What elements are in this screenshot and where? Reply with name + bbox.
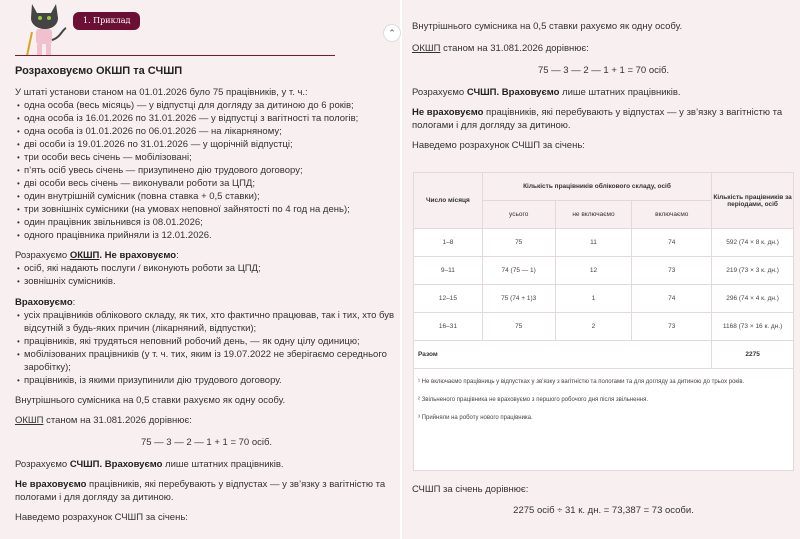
list-item: • усіх працівників облікового складу, як тих, хто фактично працював, так і тих, хто був відсутній з будь-яких причин (лікарняний, відпустки); [15,309,398,335]
list-item: • мобілізованих працівників (у т. ч. тих, яким із 19.07.2022 не зберігаємо середнього заробітку); [15,348,398,374]
cell: 1168 (73 × 16 к. дн.) [712,313,794,341]
cell: 74 [632,285,712,313]
list-item: • три особи весь січень — мобілізовані; [15,151,398,164]
included-list [15,309,398,387]
included-heading: Враховуємо [15,297,73,308]
calc-intro: Наведемо розрахунок СЧШП за січень: [412,140,585,151]
text: . Не враховуємо [99,250,177,261]
schshp-formula: 2275 осіб ÷ 31 к. дн. = 73,387 = 73 особи. [513,505,694,516]
footnote: ² Звільненого працівника не враховуємо з першого робочого дня після звільнення. [418,397,649,403]
chevron-up-icon: ⌃ [388,28,396,38]
cat-mascot-icon [22,2,68,56]
footnotes-row [414,369,794,471]
text: працівників, які перебувають у відпустах — у зв’язку з вагітністю та пологами і для догляду за дитиною. [15,479,386,503]
calc-intro: Наведемо розрахунок СЧШП за січень: [15,512,188,523]
text: СЧШП. Враховуємо [466,87,560,98]
table-row [414,257,794,285]
cell: 73 [632,257,712,285]
footnote: ¹ Не включаємо працівниць у відпустках у зв’язку з вагітністю та пологами та для догляду за дитиною до трьох років. [418,379,745,385]
list-item: • одна особа (весь місяць) — у відпустці для догляду за дитиною до 6 років; [15,99,398,112]
text: Розрахуємо [412,87,467,98]
header-group: Кількість працівників облікового складу, осіб [482,173,711,201]
footnote: ³ Прийняли на роботу нового працівника. [418,415,533,421]
list-item: • п’ять осіб увесь січень — призупинено дію трудового договору; [15,164,398,177]
list-item: • одного працівника прийняли із 12.01.2026. [15,229,398,242]
footnotes [414,369,794,471]
cell: 75 (74 + 1)3 [482,285,555,313]
list-item: • один працівник звільнився із 08.01.2026; [15,216,398,229]
cell: 73 [632,313,712,341]
text: Не враховуємо [15,479,87,490]
sum-label: Разом [414,341,712,369]
schshp-table [413,172,794,471]
header-included: включаємо [632,201,712,229]
sum-value: 2275 [712,341,794,369]
okshp-heading: Розрахуємо ОКШП. Не враховуємо: [15,250,179,261]
internal-note: Внутрішнього сумісника на 0,5 ставки рахуємо як одну особу. [15,395,286,406]
section-title: Розраховуємо ОКШП та СЧШП [15,65,183,77]
right-page [402,0,800,539]
cell: 16–31 [414,313,483,341]
cell: 1 [555,285,632,313]
scroll-up-button[interactable] [383,24,401,42]
text: станом на 31.081.2026 дорівнює: [43,415,192,426]
result-block [412,483,795,517]
text: Не враховуємо [412,107,484,118]
text: Розрахуємо [15,250,70,261]
list-item: • один внутрішній сумісник (повна ставка + 0,5 ставки); [15,190,398,203]
okshp-link[interactable]: ОКШП [15,415,44,426]
result-text: СЧШП за січень дорівнює: [412,484,529,495]
okshp-formula: 75 — 3 — 2 — 1 + 1 = 70 осіб. [140,437,273,448]
cell: 1–8 [414,229,483,257]
table-row [414,285,794,313]
text: працівників, які перебувають у відпустах — у зв’язку з вагітністю та пологами і для догляду за дитиною. [412,107,783,131]
cell: 2 [555,313,632,341]
table-row [414,313,794,341]
list-item: • дві особи весь січень — виконували роботи за ЦПД; [15,177,398,190]
table-row [414,229,794,257]
cell: 75 [482,313,555,341]
text: Розрахуємо [15,459,70,470]
article-body: Розраховуємо ОКШП та СЧШП У штаті установи станом на 01.01.2026 було 75 працівників, у т. ч.: • одна особа (весь місяць) — у відпустці для догляду за дитиною до 6 років; • одна особа із 16.01.2026 по 31.01.2026 — у відпустці з вагітності та пологів; • одна особа із 01.01.2026 по 06.01.2026 — на лікарняному; • дві особи із 19.01.2026 по 31.01.2026 — у щорічній відпустці; • три особи весь січень — мобілізовані; • п’ять осіб увесь січень — призупинено дію трудового договору; • дві особи весь січень — виконували роботи за ЦПД; • один внутрішній сумісник (повна ставка + 0,5 ставки); • три зовнішніх сумісники (на умовах неповної зайнятості по 4 год на день); • один працівник звільнився із 08.01.2026; • одного працівника прийняли із 12.01.2026. Розрахуємо ОКШП. Не враховуємо: • осіб, які надають послуги / виконують роботи за ЦПД; • зовнішніх сумісників. Враховуємо: • усіх працівників облікового складу, як тих, хто фактично працював, так і тих, хто був відсутній з будь-яких причин (лікарняний, відпустки); • працівників, які трудяться неповний робочий день, — як одну цілу одиницю; • мобілізованих працівників (у т. ч. тих, яким із 19.07.2022 не зберігаємо середнього заробітку); • працівників, із якими призупинили дію трудового договору. Внутрішнього сумісника на 0,5 ставки рахуємо як одну особу. ОКШП станом на 31.081.2026 дорівнює: 75 — 3 — 2 — 1 + 1 = 70 осіб. Розрахуємо СЧШП. Враховуємо лише штатних працівників. Не враховуємо працівників, які перебувають у відпустах — у зв’язку з вагітністю та пологами і для догляду за дитиною. Наведемо розрахунок СЧШП за січень: [15,65,398,524]
list-item: • працівників, які трудяться неповний робочий день, — як одну цілу одиницю; [15,335,398,348]
divider [15,55,335,56]
list-item: • працівників, із якими призупинили дію трудового договору. [15,374,398,387]
example-badge: 1. Приклад [73,12,140,30]
cell: 74 [632,229,712,257]
internal-note: Внутрішнього сумісника на 0,5 ставки рахуємо як одну особу. [412,21,683,32]
cell: 11 [555,229,632,257]
okshp-link[interactable]: ОКШП [69,250,100,261]
cell: 75 [482,229,555,257]
text: станом на 31.081.2026 дорівнює: [440,43,589,54]
cell: 12 [555,257,632,285]
cell: 74 (75 — 1) [482,257,555,285]
list-item: • дві особи із 19.01.2026 по 31.01.2026 — у щорічній відпустці; [15,138,398,151]
header-all: усього [482,201,555,229]
header-day: Число місяця [414,173,483,229]
cell: 12–15 [414,285,483,313]
cell: 296 (74 × 4 к. дн.) [712,285,794,313]
staff-list [15,99,398,242]
total-row [414,341,794,369]
list-item: • три зовнішніх сумісники (на умовах неповної зайнятості по 4 год на день); [15,203,398,216]
cell: 219 (73 × 3 к. дн.) [712,257,794,285]
okshp-formula: 75 — 3 — 2 — 1 + 1 = 70 осіб. [537,65,670,76]
okshp-link[interactable]: ОКШП [412,43,441,54]
header-total: Кількість працівників за періодами, осіб [712,173,794,229]
text: СЧШП. Враховуємо [69,459,163,470]
list-item: • одна особа із 16.01.2026 по 31.01.2026 — у відпустці з вагітності та пологів; [15,112,398,125]
text: лише штатних працівників. [559,87,681,98]
excluded-list [15,262,398,288]
list-item: • одна особа із 01.01.2026 по 06.01.2026 — на лікарняному; [15,125,398,138]
list-item: • осіб, які надають послуги / виконують роботи за ЦПД; [15,262,398,275]
text: лише штатних працівників. [162,459,284,470]
intro-text: У штаті установи станом на 01.01.2026 було 75 працівників, у т. ч.: [15,87,308,98]
article-body-continued [412,20,795,159]
header-excluded: не включаємо [555,201,632,229]
cell: 9–11 [414,257,483,285]
cell: 592 (74 × 8 к. дн.) [712,229,794,257]
list-item: • зовнішніх сумісників. [15,275,398,288]
